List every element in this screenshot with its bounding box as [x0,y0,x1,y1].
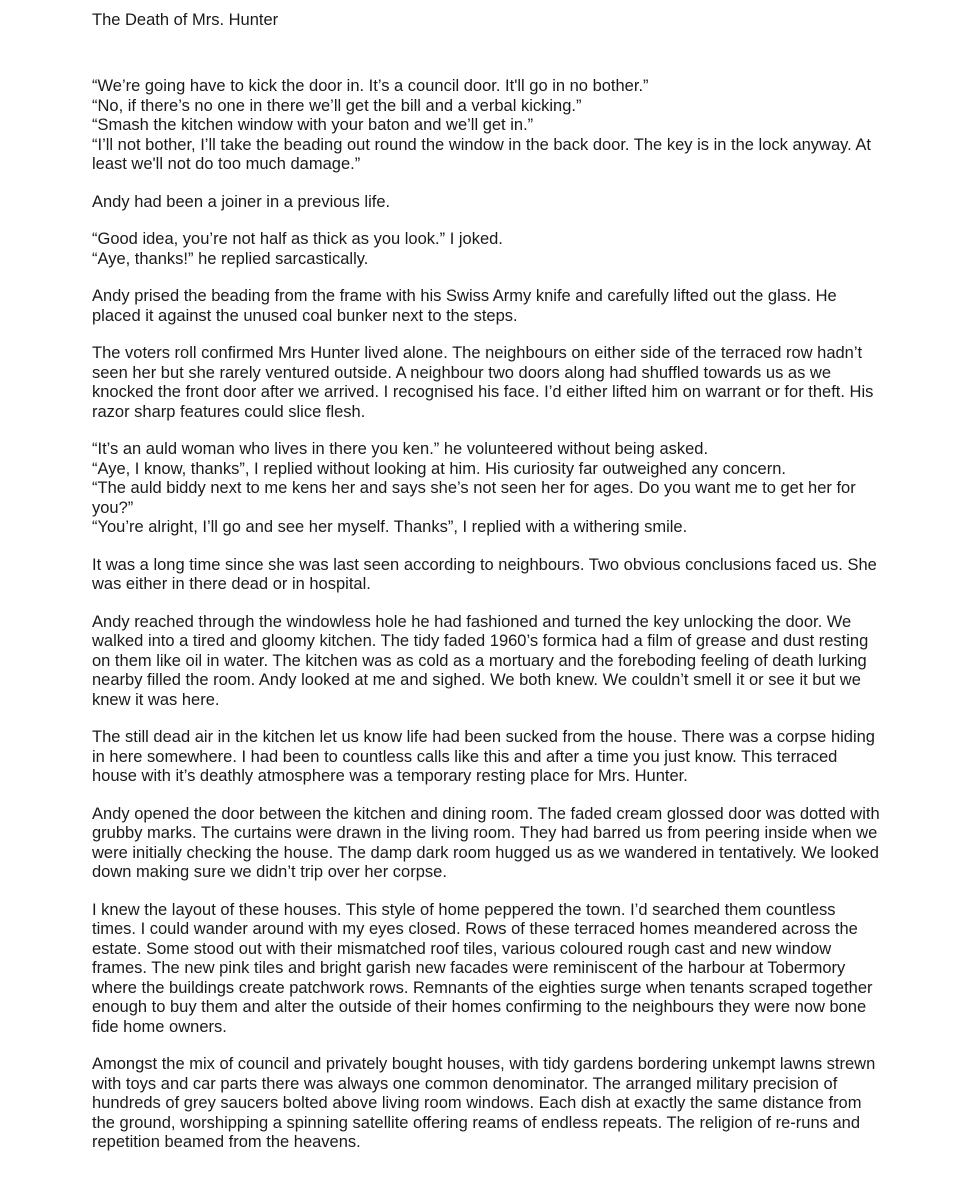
paragraph-line: “You’re alright, I’ll go and see her myself. Thanks”, I replied with a withering smile. [92,518,688,536]
paragraph-line: “Smash the kitchen window with your baton and we’ll get in.” [92,116,534,134]
paragraph-line: “We’re going have to kick the door in. It’s a council door. It'll go in no bother.” [92,77,649,95]
paragraph-line: It was a long time since she was last seen according to neighbours. Two obvious conclusions faced us. She was either in there dead or in hospital. [92,555,877,593]
document-page [92,10,884,1171]
document-body [92,77,884,1153]
paragraph-line: “Good idea, you’re not half as thick as you look.” I joked. [92,230,503,248]
paragraph [92,805,884,883]
paragraph-line: Andy prised the beading from the frame with his Swiss Army knife and carefully lifted out the glass. He placed it against the unused coal bunker next to the steps. [92,287,837,325]
paragraph-line: “I’ll not bother, I’ll take the beading out round the window in the back door. The key is in the lock anyway. At least we'll not do too much damage.” [92,135,872,173]
paragraph [92,901,884,1038]
paragraph [92,613,884,711]
paragraph-line: I knew the layout of these houses. This style of home peppered the town. I’d searched them countless times. I could wander around with my eyes closed. Rows of these terraced homes meandered across the estate. Some stood out with their mismatched roof tiles, various coloured rough cast and new window frames. The new pink tiles and bright garish new facades were reminiscent of the harbour at Tobermory where the buildings create patchwork rows. Remnants of the eighties surge when tenants scraped together enough to buy them and alter the outside of their homes confirming to the neighbours they were now bone fide home owners. [92,900,873,1036]
paragraph-line: Amongst the mix of council and privately bought houses, with tidy gardens bordering unkempt lawns strewn with toys and car parts there was always one common denominator. The arranged military precision of hundreds of grey saucers bolted above living room windows. Each dish at exactly the same distance from the ground, worshipping a spinning satellite offering reams of endless repeats. The religion of re-runs and repetition beamed from the heavens. [92,1055,876,1151]
paragraph [92,728,884,787]
paragraph [92,193,884,213]
paragraph-line: The still dead air in the kitchen let us know life had been sucked from the house. There was a corpse hiding in here somewhere. I had been to countless calls like this and after a time you just know. This terraced house with it’s deathly atmosphere was a temporary resting place for Mrs. Hunter. [92,728,875,785]
paragraph [92,1055,884,1153]
paragraph-line: The voters roll confirmed Mrs Hunter lived alone. The neighbours on either side of the terraced row hadn’t seen her but she rarely ventured outside. A neighbour two doors along had shuffled towards us as we knocked the front door after we arrived. I recognised his face. I’d either lifted him on warrant or for theft. His razor sharp features could slice flesh. [92,344,874,421]
paragraph [92,344,884,422]
paragraph [92,440,884,538]
document-title: The Death of Mrs. Hunter [92,11,279,29]
paragraph-line: “It’s an auld woman who lives in there you ken.” he volunteered without being asked. [92,440,709,458]
paragraph-line: “Aye, thanks!” he replied sarcastically. [92,249,369,268]
paragraph-line: Andy reached through the windowless hole he had fashioned and turned the key unlocking the door. We walked into a tired and gloomy kitchen. The tidy faded 1960’s formica had a film of grease and dust resting on them like oil in water. The kitchen was as cold as a mortuary and the foreboding feeling of death lurking nearby filled the room. Andy looked at me and sighed. We both knew. We couldn’t smell it or see it but we knew it was here. [92,612,869,709]
paragraph [92,287,884,326]
paragraph [92,556,884,595]
paragraph-line: “Aye, I know, thanks”, I replied without looking at him. His curiosity far outweighed any concern. [92,459,786,478]
paragraph-line: “No, if there’s no one in there we’ll get the bill and a verbal kicking.” [92,96,582,115]
paragraph [92,77,884,175]
paragraph-line: “The auld biddy next to me kens her and says she’s not seen her for ages. Do you want me to get her for you?” [92,479,856,517]
paragraph-line: Andy had been a joiner in a previous life. [92,192,391,211]
paragraph [92,230,884,269]
paragraph-line: Andy opened the door between the kitchen and dining room. The faded cream glossed door was dotted with grubby marks. The curtains were drawn in the living room. They had barred us from peering inside when we were initially checking the house. The damp dark room hugged us as we wandered in tentatively. We looked down making sure we didn’t trip over her corpse. [92,804,880,881]
